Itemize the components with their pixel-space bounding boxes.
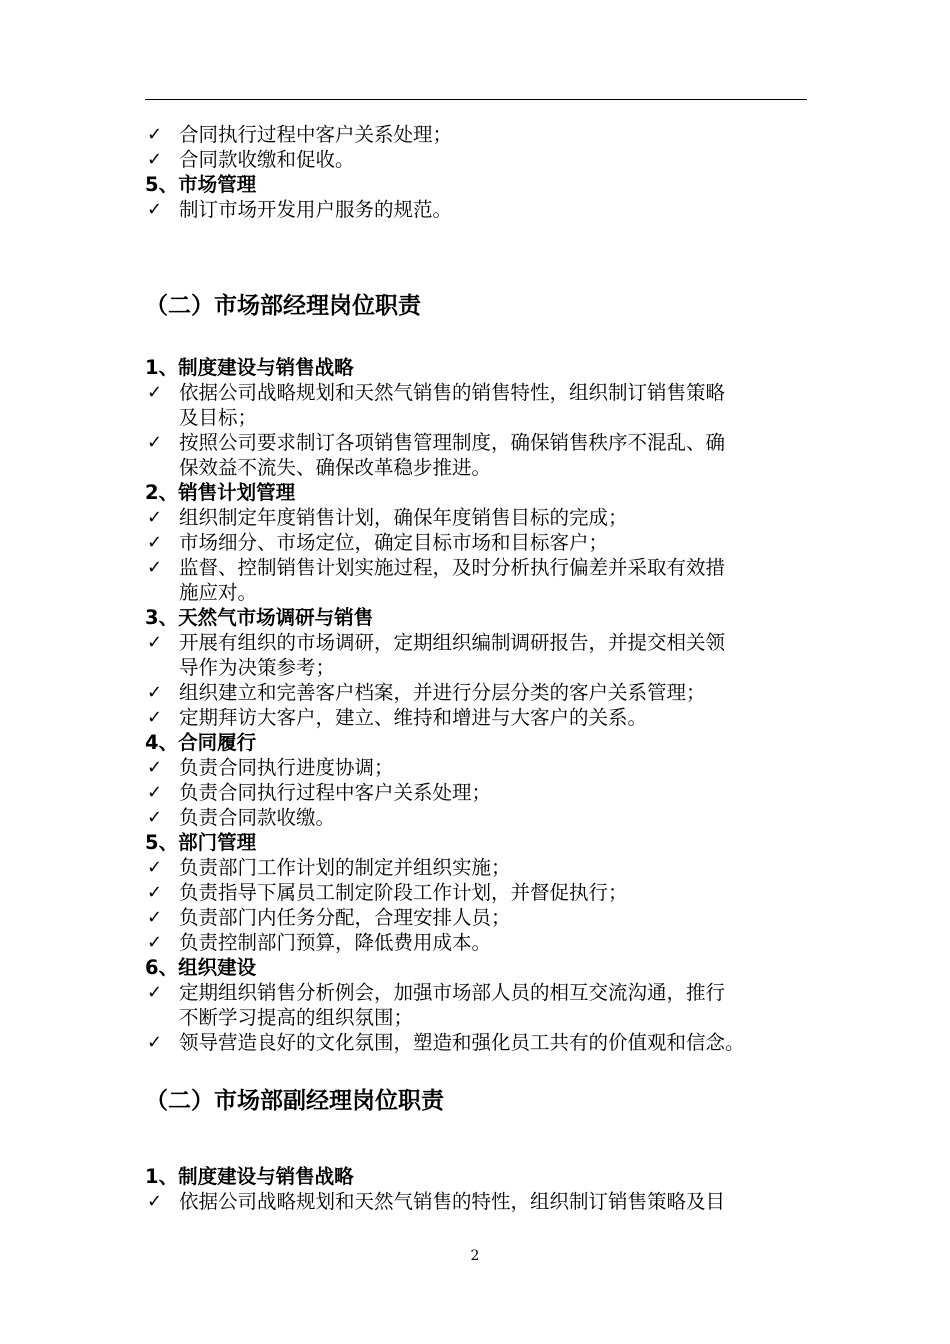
list-item: ✓ 监督、控制销售计划实施过程，及时分析执行偏差并采取有效措 (147, 556, 726, 579)
list-item-continuation: 施应对。 (179, 581, 258, 604)
check-icon: ✓ (147, 149, 163, 170)
check-icon: ✓ (147, 682, 163, 703)
list-item: ✓ 制订市场开发用户服务的规范。 (147, 198, 453, 221)
check-icon: ✓ (147, 557, 163, 578)
list-item: ✓ 领导营造良好的文化氛围，塑造和强化员工共有的价值观和信念。 (147, 1031, 745, 1054)
list-item: ✓ 负责合同执行过程中客户关系处理； (147, 781, 492, 804)
section-title: （二）市场部副经理岗位职责 (145, 1088, 444, 1114)
list-item: ✓ 市场细分、市场定位，确定目标市场和目标客户； (147, 531, 609, 554)
list-item-continuation: 导作为决策参考； (179, 656, 336, 679)
check-icon: ✓ (147, 982, 163, 1003)
check-icon: ✓ (147, 382, 163, 403)
list-item: ✓ 合同执行过程中客户关系处理； (147, 123, 453, 146)
list-item: ✓ 负责合同款收缴。 (147, 806, 336, 829)
check-icon: ✓ (147, 432, 163, 453)
list-item-continuation: 及目标； (179, 406, 258, 429)
check-icon: ✓ (147, 707, 163, 728)
top-continuation (145, 122, 815, 222)
list-item: ✓ 依据公司战略规划和天然气销售的销售特性，组织制订销售策略 (147, 381, 726, 404)
check-icon: ✓ (147, 1032, 163, 1053)
list-item: ✓ 定期组织销售分析例会，加强市场部人员的相互交流沟通，推行 (147, 981, 726, 1004)
header-rule (145, 99, 807, 100)
check-icon: ✓ (147, 124, 163, 145)
list-item: ✓ 合同款收缴和促收。 (147, 148, 355, 171)
section-heading: 6、组织建设 (145, 956, 257, 979)
section-heading: 3、天然气市场调研与销售 (145, 606, 374, 629)
check-icon: ✓ (147, 1191, 163, 1212)
list-item: ✓ 组织制定年度销售计划，确保年度销售目标的完成； (147, 506, 628, 529)
check-icon: ✓ (147, 532, 163, 553)
list-item: ✓ 依据公司战略规划和天然气销售的特性，组织制订销售策略及目 (147, 1190, 726, 1213)
list-item: ✓ 定期拜访大客户，建立、维持和增进与大客户的关系。 (147, 706, 648, 729)
list-item: ✓ 负责控制部门预算，降低费用成本。 (147, 931, 492, 954)
check-icon: ✓ (147, 782, 163, 803)
section-heading: 5、部门管理 (145, 831, 257, 854)
deputy-manager-duties (145, 1164, 815, 1214)
check-icon: ✓ (147, 932, 163, 953)
manager-duties (145, 355, 815, 1055)
check-icon: ✓ (147, 757, 163, 778)
section-heading: 5、市场管理 (145, 173, 257, 196)
list-item-continuation: 不断学习提高的组织氛围； (179, 1006, 414, 1029)
check-icon: ✓ (147, 507, 163, 528)
check-icon: ✓ (147, 907, 163, 928)
list-item-continuation: 保效益不流失、确保改革稳步推进。 (179, 456, 492, 479)
check-icon: ✓ (147, 882, 163, 903)
list-item: ✓ 按照公司要求制订各项销售管理制度，确保销售秩序不混乱、确 (147, 431, 726, 454)
list-item: ✓ 负责指导下属员工制定阶段工作计划，并督促执行； (147, 881, 628, 904)
list-item: ✓ 负责部门工作计划的制定并组织实施； (147, 856, 511, 879)
check-icon: ✓ (147, 199, 163, 220)
section-heading: 4、合同履行 (145, 731, 257, 754)
list-item: ✓ 组织建立和完善客户档案，并进行分层分类的客户关系管理； (147, 681, 706, 704)
check-icon: ✓ (147, 632, 163, 653)
page-number: 2 (470, 1248, 480, 1264)
list-item: ✓ 负责部门内任务分配，合理安排人员； (147, 906, 511, 929)
section-title: （二）市场部经理岗位职责 (145, 293, 421, 319)
list-item: ✓ 开展有组织的市场调研，定期组织编制调研报告，并提交相关领 (147, 631, 726, 654)
list-item: ✓ 负责合同执行进度协调； (147, 756, 394, 779)
check-icon: ✓ (147, 857, 163, 878)
section-heading: 2、销售计划管理 (145, 481, 296, 504)
section-heading: 1、制度建设与销售战略 (145, 1165, 354, 1188)
section-heading: 1、制度建设与销售战略 (145, 356, 354, 379)
check-icon: ✓ (147, 807, 163, 828)
